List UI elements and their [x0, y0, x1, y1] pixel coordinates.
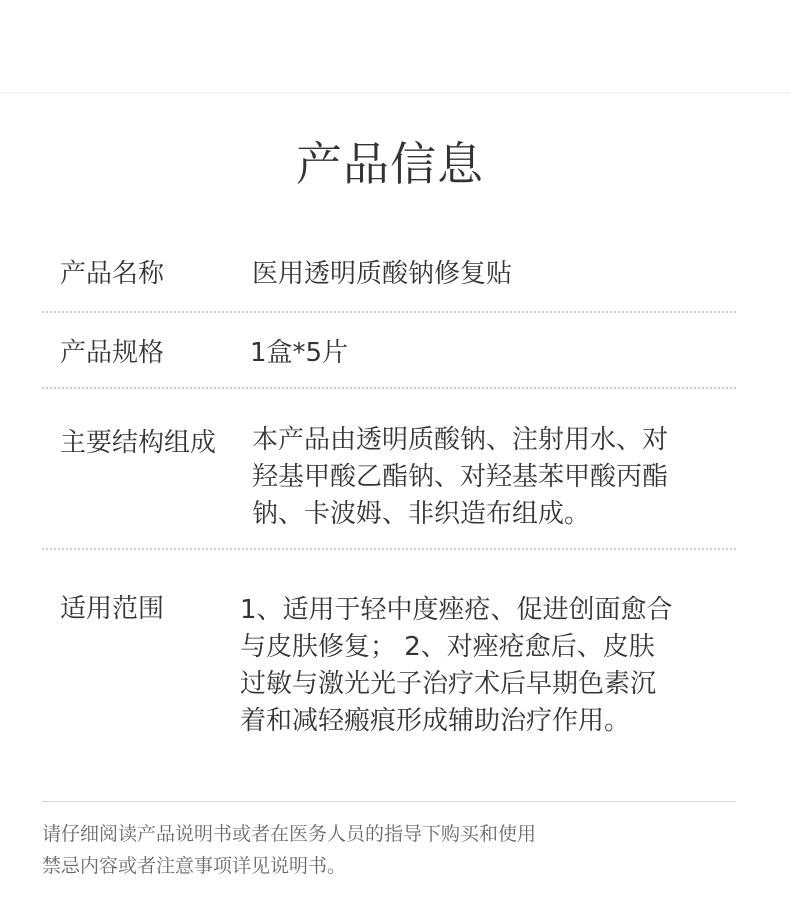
footer-note-line: 请仔细阅读产品说明书或者在医务人员的指导下购买和使用: [42, 823, 537, 845]
page-title: 产品信息: [296, 137, 484, 191]
row-divider: [42, 548, 736, 550]
footer-note-line: 禁忌内容或者注意事项详见说明书。: [42, 855, 347, 877]
product-spec-label: 产品规格: [60, 338, 165, 368]
composition-value: [252, 422, 668, 533]
scope-line: 1、适用于轻中度痤疮、促进创面愈合: [240, 595, 673, 625]
scope-line: 与皮肤修复； 2、对痤疮愈后、皮肤: [240, 632, 655, 662]
composition-line: 钠、卡波姆、非织造布组成。: [252, 499, 591, 529]
composition-label: 主要结构组成: [60, 428, 217, 458]
product-name-label: 产品名称: [60, 259, 165, 289]
scope-value: [240, 592, 673, 740]
top-band: [0, 0, 790, 92]
footer-divider: [42, 801, 736, 802]
composition-line: 本产品由透明质酸钠、注射用水、对: [252, 425, 669, 455]
scope-line: 着和减轻瘢痕形成辅助治疗作用。: [240, 706, 631, 736]
row-divider: [42, 387, 736, 389]
scope-label: 适用范围: [60, 594, 165, 624]
top-band-edge: [0, 92, 790, 96]
scope-line: 过敏与激光光子治疗术后早期色素沉: [240, 669, 657, 699]
product-name-value: 医用透明质酸钠修复贴: [252, 259, 513, 289]
row-divider: [42, 311, 736, 313]
product-spec-value: 1盒*5片: [250, 338, 349, 368]
composition-line: 羟基甲酸乙酯钠、对羟基苯甲酸丙酯: [252, 462, 669, 492]
